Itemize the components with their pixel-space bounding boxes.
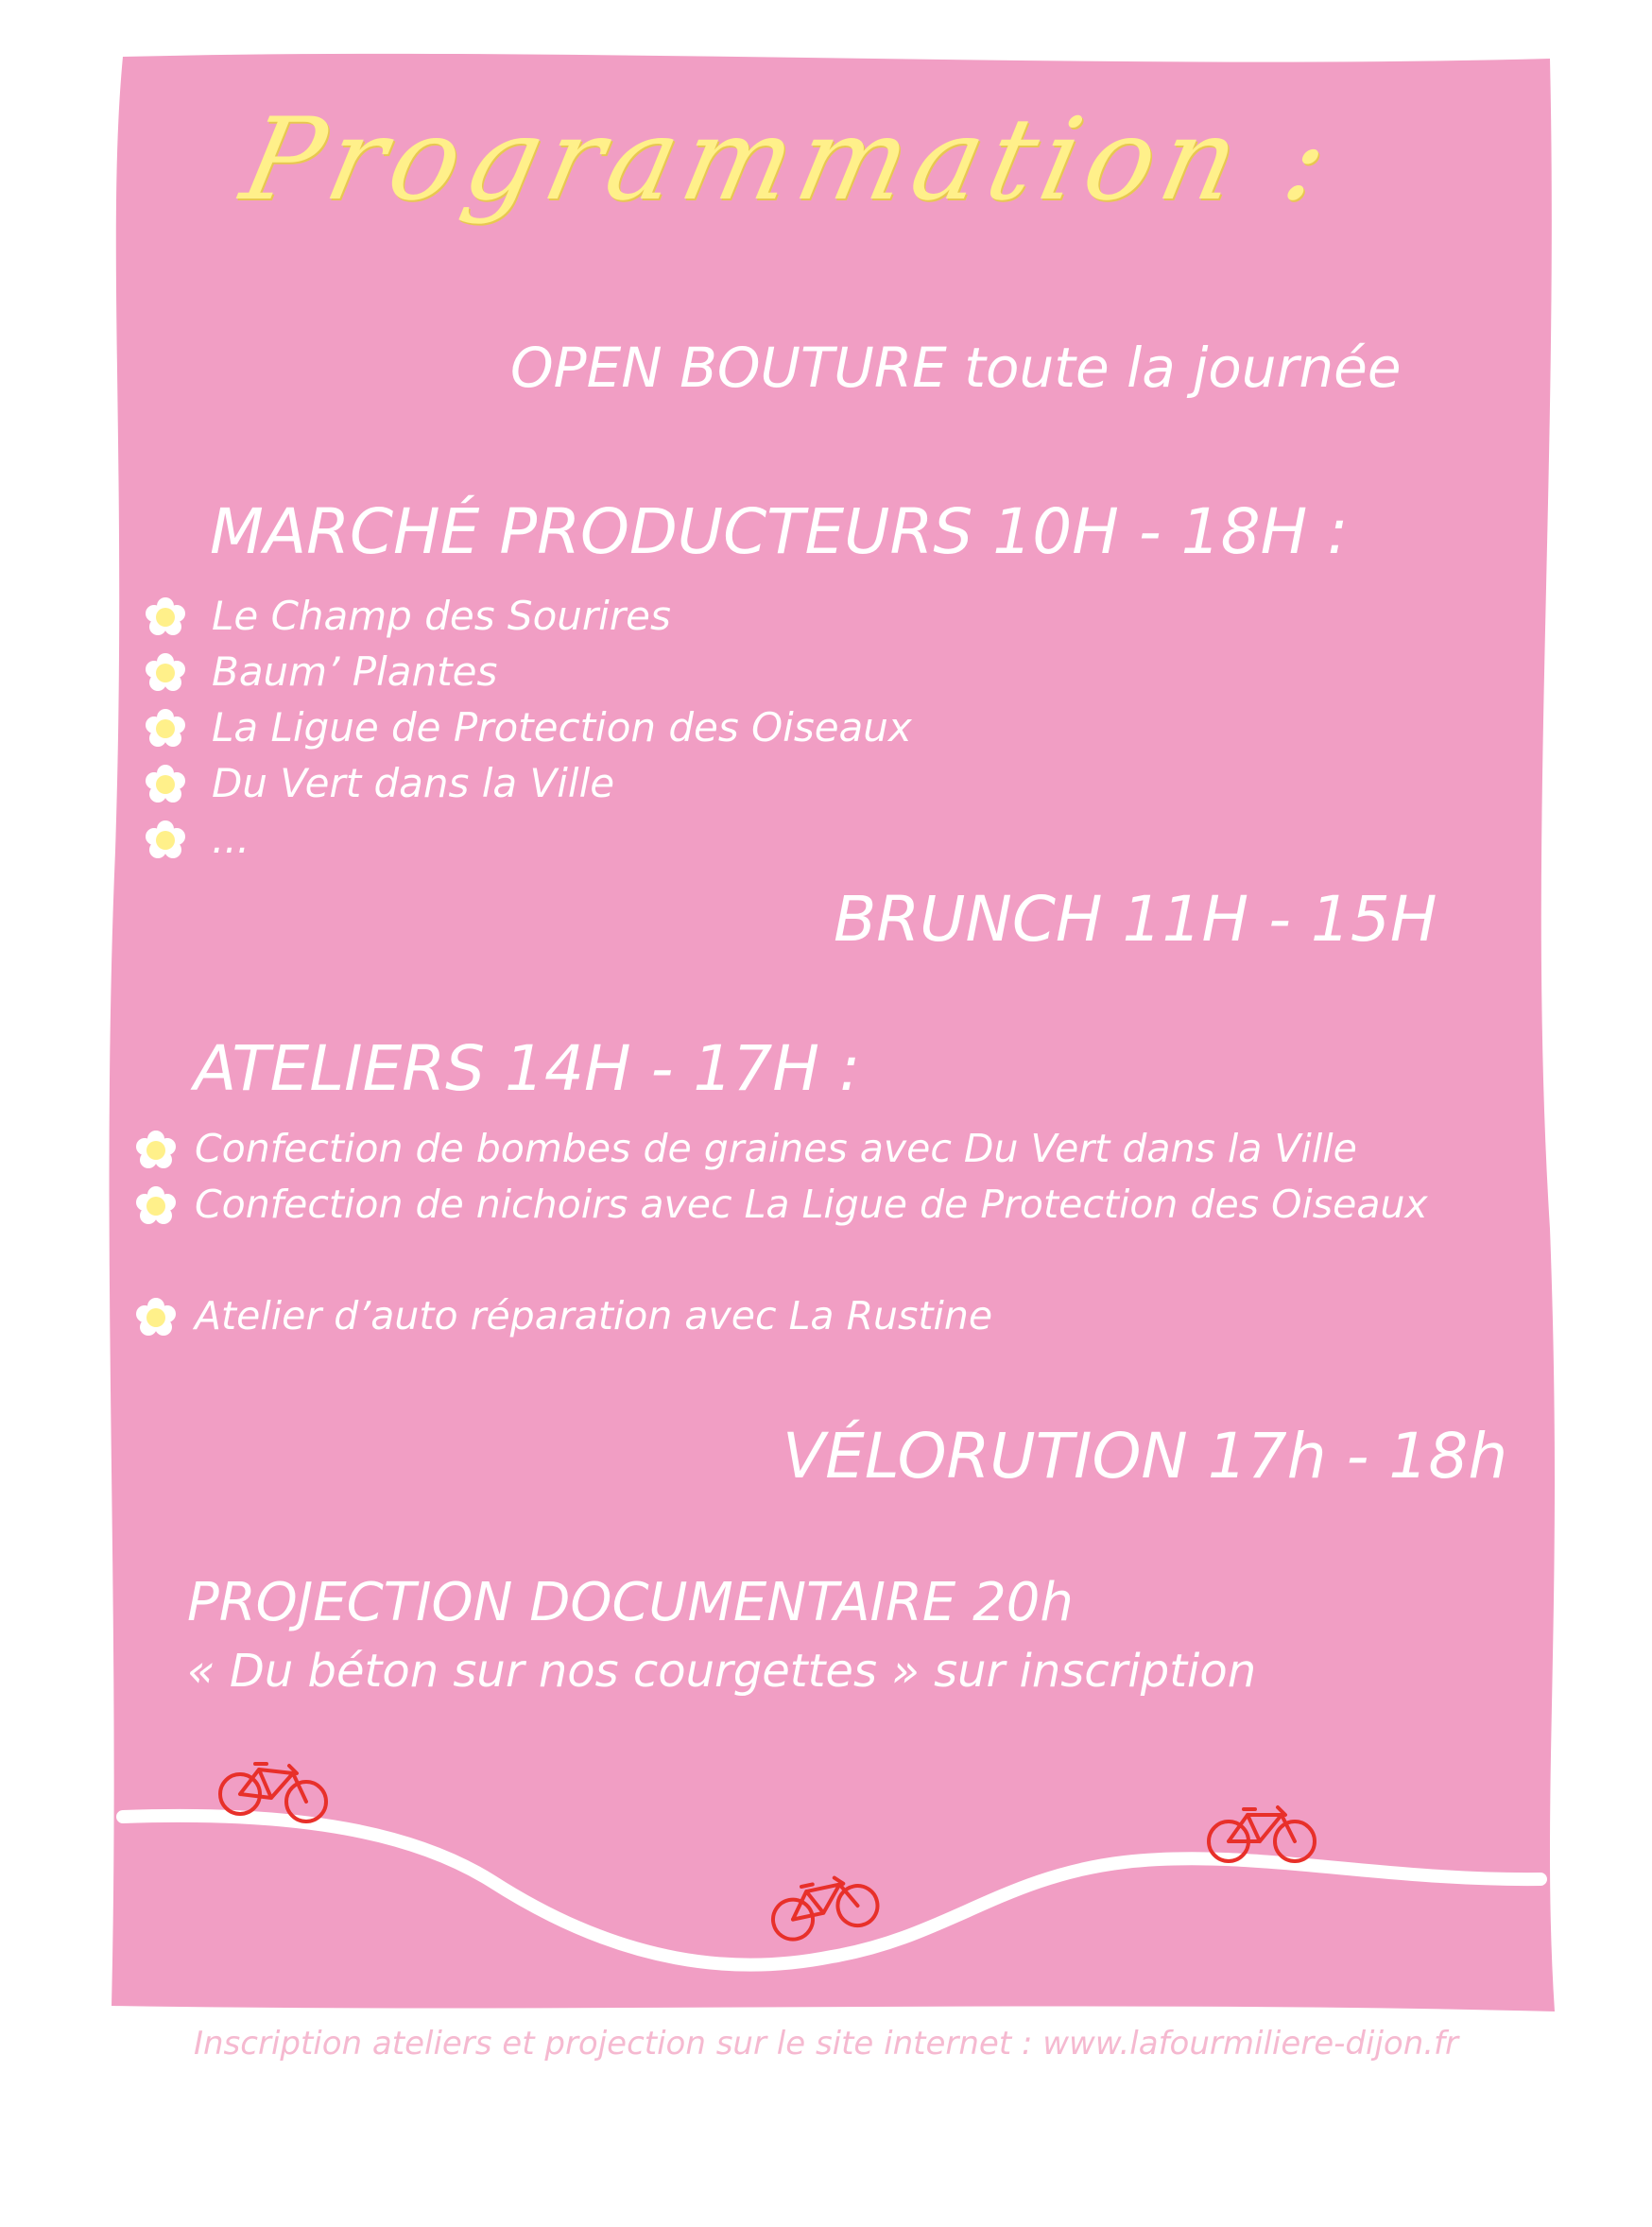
- list-item: [146, 699, 912, 755]
- flower-icon: [146, 653, 185, 693]
- producers-list: [146, 588, 912, 867]
- list-item-label: Confection de nichoirs avec La Ligue de Protection des Oiseaux: [195, 1182, 1428, 1227]
- list-item: [136, 1288, 1518, 1344]
- list-item: [146, 644, 912, 699]
- list-item: [146, 811, 912, 867]
- list-item-label: Le Champ des Sourires: [212, 593, 671, 639]
- flower-icon: [146, 709, 185, 749]
- footer-note: Inscription ateliers et projection sur le site internet : www.lafourmiliere-dijon.fr: [193, 2025, 1459, 2063]
- flower-icon: [136, 1131, 176, 1170]
- flower-icon: [136, 1186, 176, 1226]
- page-title: Programmation :: [232, 95, 1347, 226]
- workshops-list: [136, 1121, 1518, 1344]
- list-item: [146, 588, 912, 644]
- list-item: [136, 1121, 1518, 1177]
- list-item-label: ...: [212, 816, 250, 862]
- flower-icon: [136, 1298, 176, 1338]
- marche-heading: MARCHÉ PRODUCTEURS 10H - 18H :: [210, 495, 1349, 568]
- open-bouture-heading: OPEN BOUTURE toute la journée: [510, 336, 1402, 400]
- brunch-heading: BRUNCH 11H - 15H: [834, 883, 1437, 956]
- flower-icon: [146, 765, 185, 804]
- list-item-label: La Ligue de Protection des Oiseaux: [212, 704, 912, 751]
- list-item-label: Confection de bombes de graines avec Du Vert dans la Ville: [195, 1126, 1357, 1171]
- projection-heading: PROJECTION DOCUMENTAIRE 20h: [187, 1572, 1074, 1633]
- list-item: [136, 1177, 1518, 1288]
- flower-icon: [146, 820, 185, 860]
- velorution-heading: VÉLORUTION 17h - 18h: [783, 1420, 1508, 1493]
- projection-subtitle: « Du béton sur nos courgettes » sur inscription: [187, 1645, 1257, 1698]
- flower-icon: [146, 597, 185, 637]
- list-item-label: Du Vert dans la Ville: [212, 760, 615, 806]
- list-item-label: Atelier d’auto réparation avec La Rustine: [195, 1293, 993, 1338]
- ateliers-heading: ATELIERS 14H - 17H :: [194, 1032, 861, 1105]
- list-item: [146, 755, 912, 811]
- list-item-label: Baum’ Plantes: [212, 648, 498, 695]
